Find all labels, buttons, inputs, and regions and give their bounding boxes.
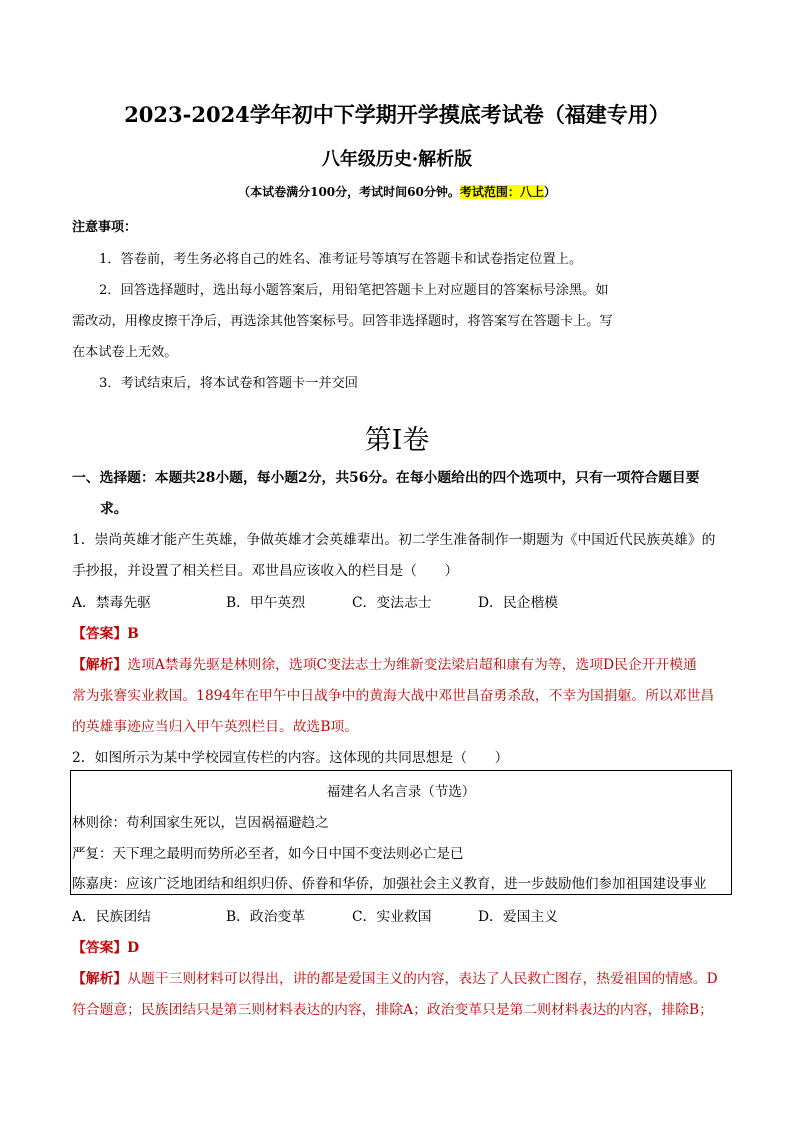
notice-item-1: 1．答卷前，考生务必将自己的姓名、准考证号等填写在答题卡和试卷指定位置上。	[99, 252, 583, 267]
quote-lin-zexu: 林则徐：苟利国家生死以，岂因祸福避趋之	[72, 815, 329, 831]
q2-option-b: B．政治变革	[226, 909, 306, 925]
q1-option-d: D．民企楷模	[478, 595, 559, 611]
q1-analysis-line-3: 的英雄事迹应当归入甲午英烈栏目。故选B项。	[72, 719, 359, 735]
section-heading-line-1: 一、选择题：本题共28小题，每小题2分，共56分。在每小题给出的四个选项中，只有一项符合题目要	[72, 470, 700, 486]
exam-title: 2023-2024学年初中下学期开学摸底考试卷（福建专用）	[124, 102, 670, 127]
notice-heading: 注意事项：	[72, 220, 138, 235]
exam-scope-highlight: 考试范围：八上	[459, 185, 544, 199]
q2-option-c: C．实业救国	[352, 909, 432, 925]
q2-option-a: A．民族团结	[72, 909, 151, 925]
q2-analysis-tag: 【解析】	[72, 971, 128, 987]
q2-stem: 2．如图所示为某中学校园宣传栏的内容。这体现的共同思想是（ ）	[72, 750, 509, 766]
exam-subtitle: 八年级历史·解析版	[321, 149, 473, 170]
q1-analysis-text-1: 选项A禁毒先驱是林则徐，选项C变法志士为维新变法梁启超和康有为等，选项D民企开开模通	[127, 657, 697, 673]
q1-option-c: C．变法志士	[352, 595, 432, 611]
volume-title: 第Ⅰ卷	[364, 425, 430, 456]
quote-chen-jiageng: 陈嘉庚：应该广泛地团结和组织归侨、侨眷和华侨，加强社会主义教育，进一步鼓励他们参加祖国建设事业	[72, 876, 707, 892]
q2-answer: 【答案】D	[72, 940, 140, 956]
q1-answer: 【答案】B	[72, 626, 139, 642]
notice-item-2-line-3: 在本试卷上无效。	[72, 345, 178, 360]
meta-end: ）	[543, 185, 556, 199]
exam-meta	[0, 183, 794, 200]
section-heading-line-2: 求。	[100, 501, 128, 517]
quote-box-title: 福建名人名言录（节选）	[326, 784, 476, 800]
q1-option-b: B．甲午英烈	[226, 595, 306, 611]
q1-analysis-tag: 【解析】	[72, 657, 128, 673]
notice-item-2-line-2: 需改动，用橡皮擦干净后，再选涂其他答案标号。回答非选择题时，将答案写在答题卡上。写	[72, 314, 613, 329]
q2-analysis-text-1: 从题干三则材料可以得出，讲的都是爱国主义的内容，表达了人民救亡图存，热爱祖国的情感。D	[127, 971, 718, 987]
notice-item-2-line-1: 2．回答选择题时，选出每小题答案后，用铅笔把答题卡上对应题目的答案标号涂黑。如	[99, 283, 609, 298]
q2-analysis-line-1	[72, 967, 718, 987]
q1-analysis-line-1	[72, 653, 697, 673]
q1-stem-line-2: 手抄报，并设置了相关栏目。邓世昌应该收入的栏目是（ ）	[72, 563, 459, 579]
quote-yan-fu: 严复：天下理之最明而势所必至者，如今日中国不变法则必亡是已	[72, 846, 464, 862]
notice-item-3: 3．考试结束后，将本试卷和答题卡一并交回	[99, 376, 358, 391]
q1-option-a: A．禁毒先驱	[72, 595, 151, 611]
q1-stem-line-1: 1．崇尚英雄才能产生英雄，争做英雄才会英雄辈出。初二学生准备制作一期题为《中国近代民族英雄》的	[72, 532, 716, 548]
q1-analysis-line-2: 常为张謇实业救国。1894年在甲午中日战争中的黄海大战中邓世昌奋勇杀敌，不幸为国捐躯。所以邓世昌	[72, 688, 715, 704]
q2-quote-box	[70, 770, 732, 895]
meta-text: （本试卷满分100分，考试时间60分钟。	[238, 185, 460, 199]
q2-option-d: D．爱国主义	[478, 909, 559, 925]
q2-analysis-line-2: 符合题意；民族团结只是第三则材料表达的内容，排除A；政治变革只是第二则材料表达的内容，排除B；	[72, 1002, 713, 1018]
